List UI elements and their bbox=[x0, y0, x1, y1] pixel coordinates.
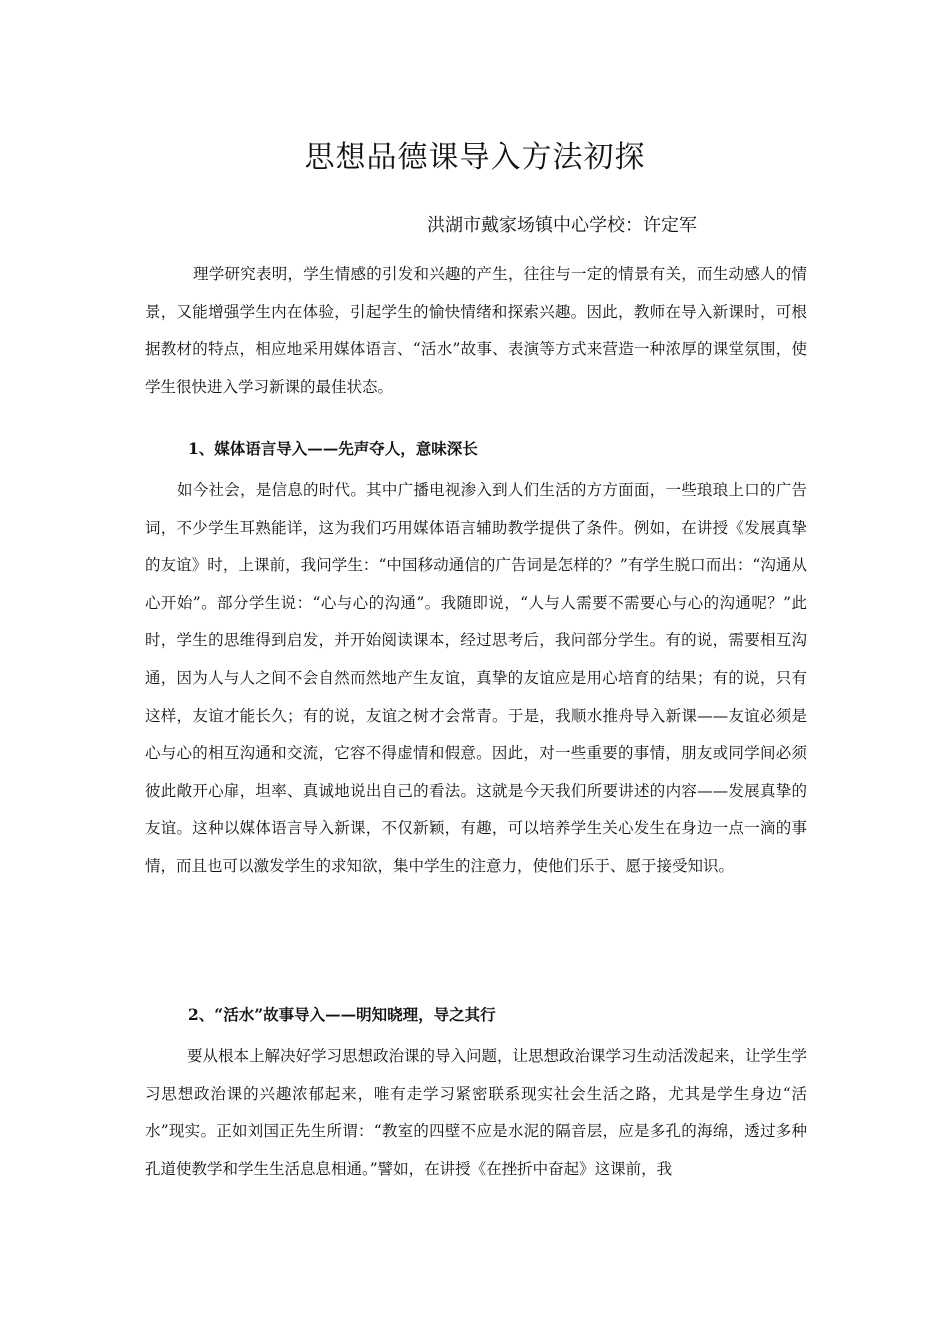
document-title: 思想品德课导入方法初探 bbox=[304, 140, 646, 175]
section-heading-2: 2、“活水”故事导入——明知晓理，导之其行 bbox=[188, 1005, 496, 1024]
section-heading-1: 1、媒体语言导入——先声夺人，意味深长 bbox=[188, 439, 478, 458]
section-2-paragraph: 要从根本上解决好学习思想政治课的导入问题，让思想政治课学习生动活泼起来，让学生学习思想政治课的兴趣浓郁起来，唯有走学习紧密联系现实社会生活之路，尤其是学生身边“活水”现实。正如刘国正先生所谓：“教室的四壁不应是水泥的隔音层，应是多孔的海绵，透过多种孔道使教学和学生生活息息相通。”譬如，在讲授《在挫折中奋起》这课前，我 bbox=[145, 1047, 808, 1178]
intro-paragraph: 理学研究表明，学生情感的引发和兴趣的产生，往往与一定的情景有关，而生动感人的情景，又能增强学生内在体验，引起学生的愉快情绪和探索兴趣。因此，教师在导入新课时，可根据教材的特点，相应地采用媒体语言、“活水”故事、表演等方式来营造一种浓厚的课堂氛围，使学生很快进入学习新课的最佳状态。 bbox=[145, 265, 807, 396]
section-1-paragraph: 如今社会，是信息的时代。其中广播电视渗入到人们生活的方方面面，一些琅琅上口的广告词，不少学生耳熟能详，这为我们巧用媒体语言辅助教学提供了条件。例如，在讲授《发展真挚的友谊》时，上课前，我问学生：“中国移动通信的广告词是怎样的？”有学生脱口而出：“沟通从心开始”。部分学生说：“心与心的沟通”。我随即说，“人与人需要不需要心与心的沟通呢？”此时，学生的思维得到启发，并开始阅读课本，经过思考后，我问部分学生。有的说，需要相互沟通，因为人与人之间不会自然而然地产生友谊，真挚的友谊应是用心培育的结果；有的说，只有这样，友谊才能长久；有的说，友谊之树才会常青。于是，我顺水推舟导入新课——友谊必须是心与心的相互沟通和交流，它容不得虚情和假意。因此，对一些重要的事情，朋友或同学间必须彼此敞开心扉，坦率、真诚地说出自己的看法。这就是今天我们所要讲述的内容——发展真挚的友谊。这种以媒体语言导入新课，不仅新颖，有趣，可以培养学生关心发生在身边一点一滴的事情，而且也可以激发学生的求知欲，集中学生的注意力，使他们乐于、愿于接受知识。 bbox=[145, 481, 807, 875]
author-line: 洪湖市戴家场镇中心学校：许定军 bbox=[427, 215, 697, 236]
